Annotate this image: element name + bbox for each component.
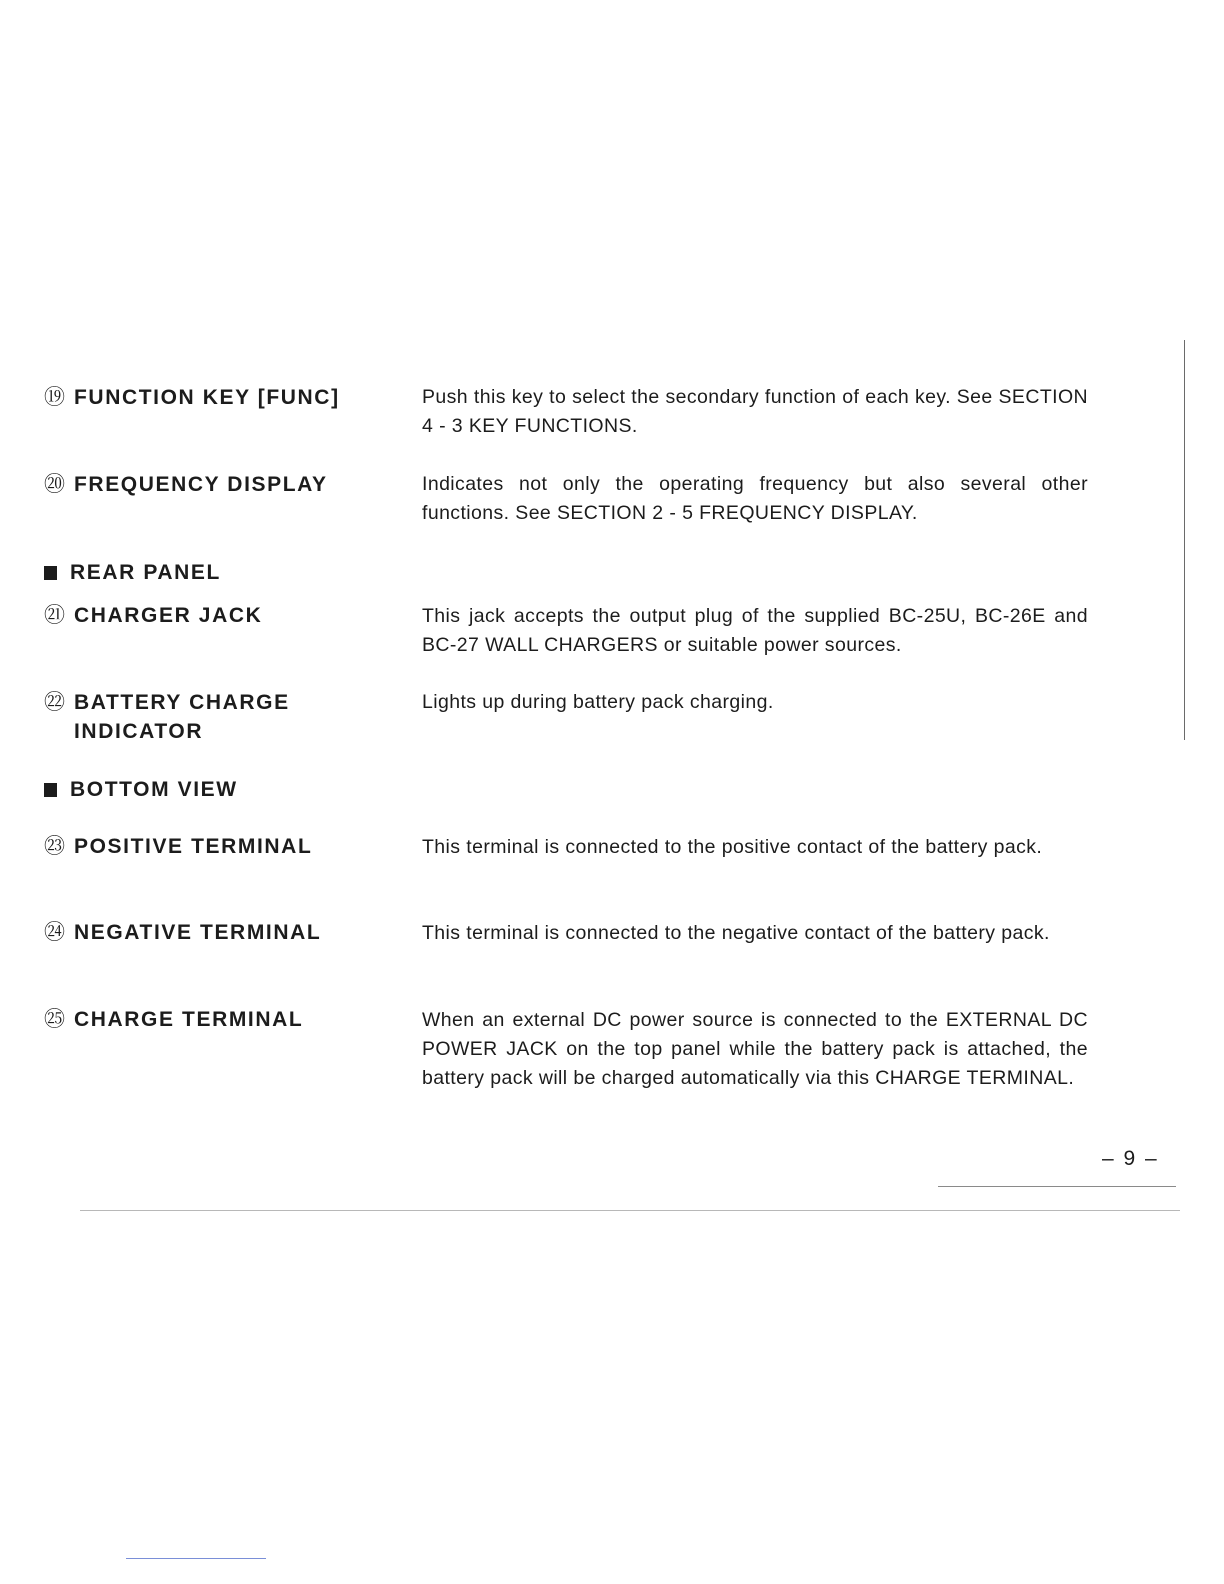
item-number: ⑳: [44, 473, 65, 496]
term-label: FREQUENCY DISPLAY: [74, 473, 328, 496]
square-bullet-icon: [44, 566, 57, 580]
item-number: ㉔: [44, 921, 65, 944]
item-number: ㉕: [44, 1008, 65, 1031]
item-number: ㉒: [44, 691, 65, 714]
term-battery-charge-indicator: [44, 688, 384, 746]
page-number: – 9 –: [1102, 1147, 1159, 1170]
footer-rule: [938, 1186, 1176, 1187]
scan-edge-line: [1184, 340, 1185, 740]
term-function-key: [44, 383, 384, 412]
desc-frequency-display: Indicates not only the operating frequency but also several other functions. See SECTION 2 - 5 FREQUENCY DISPLAY.: [422, 473, 1088, 524]
section-heading-bottom-view: BOTTOM VIEW: [44, 775, 238, 804]
desc-charge-terminal: When an external DC power source is connected to the EXTERNAL DC POWER JACK on the top panel while the battery pack is attached, the battery pack will be charged automatically via this CHARGE TERMINAL.: [422, 1009, 1088, 1089]
desc-charger-jack: This jack accepts the output plug of the supplied BC-25U, BC-26E and BC-27 WALL CHARGERS or suitable power sources.: [422, 605, 1088, 656]
term-positive-terminal: [44, 832, 384, 861]
item-number: ㉓: [44, 835, 65, 858]
term-label-line2: INDICATOR: [74, 720, 204, 743]
item-number: ㉑: [44, 604, 65, 627]
square-bullet-icon: [44, 783, 57, 797]
term-label: BATTERY CHARGE: [74, 691, 290, 714]
term-charger-jack: [44, 601, 384, 630]
scan-fold-line: [80, 1210, 1180, 1211]
term-label: FUNCTION KEY [FUNC]: [74, 386, 340, 409]
item-number: ⑲: [44, 386, 65, 409]
desc-function-key: Push this key to select the secondary function of each key. See SECTION 4 - 3 KEY FUNCTIONS.: [422, 386, 1088, 437]
term-label: NEGATIVE TERMINAL: [74, 921, 322, 944]
term-negative-terminal: [44, 918, 384, 947]
scan-margin-line: [126, 1558, 266, 1559]
term-label: POSITIVE TERMINAL: [74, 835, 313, 858]
term-charge-terminal: [44, 1005, 384, 1034]
term-frequency-display: [44, 470, 384, 499]
term-label: CHARGER JACK: [74, 604, 263, 627]
desc-positive-terminal: This terminal is connected to the positive contact of the battery pack.: [422, 836, 1043, 858]
section-heading-rear-panel: REAR PANEL: [44, 558, 221, 587]
desc-battery-charge-indicator: Lights up during battery pack charging.: [422, 691, 774, 713]
desc-negative-terminal: This terminal is connected to the negative contact of the battery pack.: [422, 922, 1050, 944]
term-label: CHARGE TERMINAL: [74, 1008, 304, 1031]
